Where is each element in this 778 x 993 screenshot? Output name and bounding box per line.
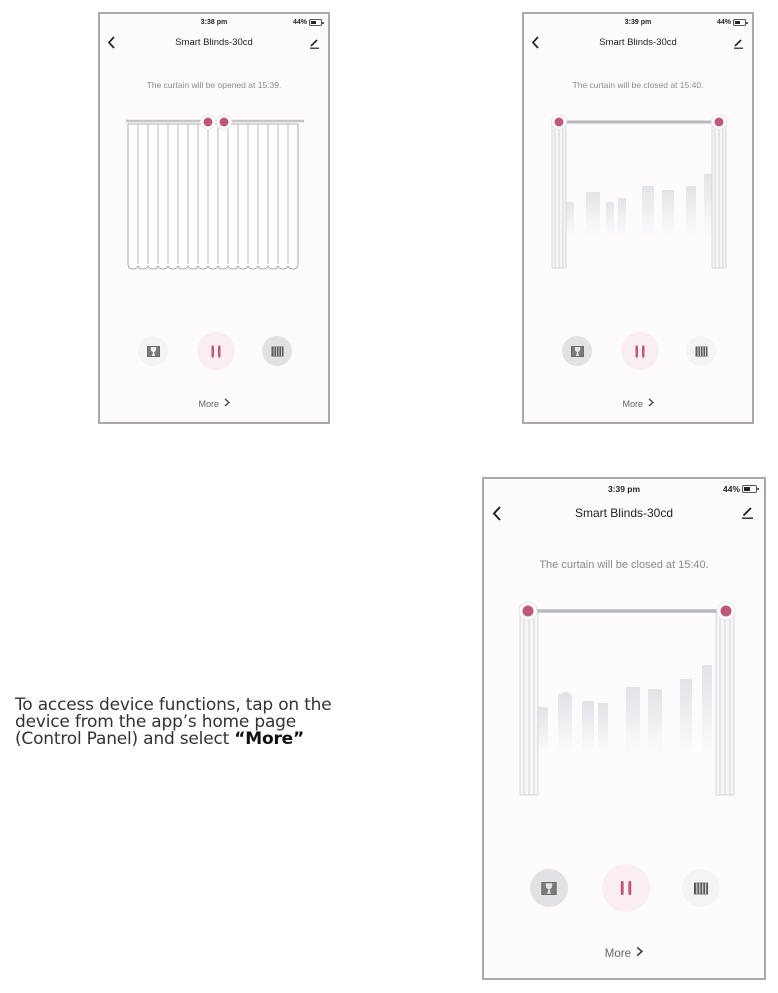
curtain-open-illustration[interactable] [546,114,732,276]
pause-button[interactable] [602,864,650,912]
phone-screen-2 [522,12,754,424]
caption-line-3 [15,731,375,748]
pencil-icon [741,506,754,519]
phone-screen-1 [98,12,330,424]
curtain-handle-left[interactable] [201,115,216,130]
open-curtain-button[interactable] [562,336,592,366]
status-time: 3:38 pm [200,19,228,26]
edit-button[interactable] [741,506,754,524]
battery-icon [733,19,746,26]
curtain-open-illustration[interactable] [510,599,742,799]
battery-indicator [723,484,757,494]
close-curtain-icon [693,882,709,895]
phone-screen-3 [482,477,766,980]
battery-icon [742,485,757,493]
battery-indicator [293,19,322,26]
curtain-controls [484,867,764,911]
pencil-icon [309,38,320,49]
curtain-controls [524,334,752,370]
curtain-handle-right[interactable] [712,115,727,130]
city-skyline [538,665,712,751]
caption-more-emphasis: “More” [234,729,304,749]
pause-icon [634,345,646,358]
edit-button[interactable] [309,36,320,54]
battery-icon [309,19,322,26]
nav-bar [484,503,764,527]
more-link[interactable] [484,946,764,960]
curtain-handle-right[interactable] [217,115,232,130]
close-curtain-button[interactable] [686,336,716,366]
battery-percent: 44% [716,19,731,26]
curtain-closed-illustration[interactable] [122,114,308,276]
chevron-right-icon [636,946,643,957]
instruction-caption [15,697,375,748]
device-title: Smart Blinds-30cd [574,506,674,520]
city-skyline [564,174,712,234]
curtain-handle-right[interactable] [717,602,735,620]
more-label: More [622,399,643,409]
more-label: More [198,399,219,409]
pause-icon [619,880,633,896]
close-curtain-button[interactable] [262,336,292,366]
pause-button[interactable] [197,332,235,370]
schedule-text: The curtain will be closed at 15:40. [572,80,704,90]
close-curtain-button[interactable] [682,869,720,907]
more-link[interactable] [100,398,328,409]
curtain-handle-left[interactable] [552,115,567,130]
open-curtain-button[interactable] [530,869,568,907]
schedule-text: The curtain will be opened at 15:39. [146,80,282,90]
battery-percent: 44% [722,484,740,494]
more-link[interactable] [524,398,752,409]
caption-line-2: device from the app’s home page [15,712,297,732]
pencil-icon [733,38,744,49]
nav-bar [100,34,328,54]
caption-line-3-text: (Control Panel) and select [15,729,235,749]
status-time: 3:39 pm [607,484,641,494]
device-title: Smart Blinds-30cd [175,37,253,48]
status-time: 3:39 pm [624,19,652,26]
caption-line-1: To access device functions, tap on the [15,695,332,715]
schedule-text: The curtain will be closed at 15:40. [539,559,709,571]
nav-bar [524,34,752,54]
battery-indicator [717,19,746,26]
device-title: Smart Blinds-30cd [599,37,677,48]
open-curtain-icon [571,346,584,357]
close-curtain-icon [695,346,708,357]
curtain-controls [100,334,328,370]
battery-percent: 44% [292,19,307,26]
pause-icon [210,345,222,358]
chevron-right-icon [648,398,654,407]
curtain-handle-left[interactable] [519,602,537,620]
open-curtain-icon [147,346,160,357]
open-curtain-icon [541,882,557,895]
pause-button[interactable] [621,332,659,370]
open-curtain-button[interactable] [138,336,168,366]
chevron-right-icon [224,398,230,407]
more-label: More [604,948,631,960]
edit-button[interactable] [733,36,744,54]
close-curtain-icon [271,346,284,357]
